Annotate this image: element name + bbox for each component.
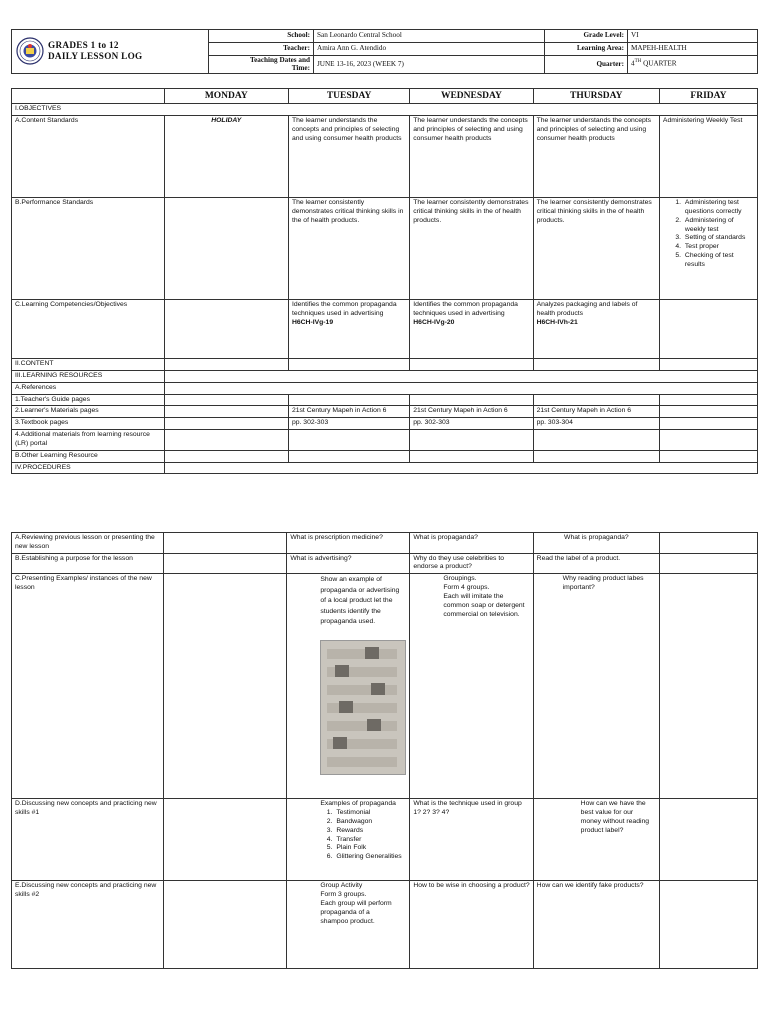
logo-cell — [12, 30, 209, 74]
learners-materials-label: 2.Learner's Materials pages — [12, 406, 165, 418]
performance-standards-label: B.Performance Standards — [12, 198, 165, 300]
competencies-thursday — [533, 300, 659, 359]
performance-standards-wednesday: The learner consistently demonstrates critical thinking skills in the of health products. — [410, 198, 533, 300]
area-label: Learning Area: — [545, 43, 628, 56]
day-header-friday: FRIDAY — [659, 89, 757, 104]
discussing2-tuesday — [287, 881, 410, 969]
dates-value: JUNE 13-16, 2023 (WEEK 7) — [314, 56, 545, 74]
competencies-tuesday-text: Identifies the common propaganda techniques used in advertising — [291, 301, 397, 317]
presenting-tuesday-text: Show an example of propaganda or advertising of a local product let the students identify the propaganda used. — [320, 576, 400, 626]
learners-materials-tuesday: 21st Century Mapeh in Action 6 — [288, 406, 409, 418]
competencies-wednesday-code: H6CH-IVg-20 — [413, 318, 455, 326]
performance-standards-thursday: The learner consistently demonstrates critical thinking skills in the of health products. — [533, 198, 659, 300]
dates-label-line1: Teaching Dates and — [249, 56, 310, 64]
dates-label — [209, 56, 314, 74]
presenting-wednesday — [410, 574, 533, 799]
content-standards-friday: Administering Weekly Test — [659, 116, 757, 198]
discussing1-thursday — [533, 799, 659, 881]
competencies-thursday-text: Analyzes packaging and labels of health products — [536, 301, 638, 317]
quarter-suffix: TH — [634, 59, 642, 65]
friday-task-item: 4. Test proper — [683, 243, 754, 252]
content-standards-tuesday: The learner understands the concepts and principles of selecting and using consumer health products — [288, 116, 409, 198]
procedures-table — [11, 532, 758, 969]
presenting-wednesday-line: Form 4 groups. — [443, 584, 490, 592]
discussing1-thursday-text: How can we have the best value for our money without reading product label? — [580, 800, 650, 834]
discussing2-label: E.Discussing new concepts and practicing new skills #2 — [12, 881, 164, 969]
presenting-thursday — [533, 574, 659, 799]
grade-value: VI — [628, 30, 758, 43]
school-label: School: — [209, 30, 314, 43]
header-table — [11, 29, 758, 74]
performance-standards-monday — [164, 198, 288, 300]
friday-task-item: 2. Administering of weekly test — [683, 217, 754, 235]
day-header-tuesday: TUESDAY — [288, 89, 409, 104]
content-standards-label: A.Content Standards — [12, 116, 165, 198]
purpose-label: B.Establishing a purpose for the lesson — [12, 553, 164, 574]
other-resource-label: B.Other Learning Resource — [12, 450, 165, 462]
competencies-label: C.Learning Competencies/Objectives — [12, 300, 165, 359]
reviewing-thursday: What is propaganda? — [533, 533, 659, 554]
presenting-label: C.Presenting Examples/ instances of the new lesson — [12, 574, 164, 799]
objectives-heading: I.OBJECTIVES — [12, 104, 758, 116]
quarter-number: 4 — [631, 59, 635, 68]
friday-task-item: 1. Administering test questions correctly — [683, 199, 754, 217]
propaganda-type-item: 4. Transfer — [334, 836, 406, 845]
procedures-heading: IV.PROCEDURES — [12, 462, 165, 474]
dates-label-line2: Time: — [291, 64, 310, 73]
performance-standards-friday — [659, 198, 757, 300]
content-standards-thursday: The learner understands the concepts and principles of selecting and using consumer health products — [533, 116, 659, 198]
presenting-wednesday-line: Each will imitate the common soap or detergent commercial on television. — [443, 592, 525, 618]
competencies-wednesday — [410, 300, 533, 359]
propaganda-type-item: 3. Rewards — [334, 827, 406, 836]
discussing2-tuesday-line: Form 3 groups. — [320, 891, 367, 899]
reviewing-wednesday: What is propaganda? — [410, 533, 533, 554]
propaganda-worksheet-photo — [320, 640, 406, 775]
quarter-value — [628, 56, 758, 74]
reviewing-label: A.Reviewing previous lesson or presenting the new lesson — [12, 533, 164, 554]
propaganda-type-item: 5. Plain Folk — [334, 844, 406, 853]
textbook-thursday: pp. 303-304 — [533, 418, 659, 430]
textbook-label: 3.Textbook pages — [12, 418, 165, 430]
log-title-line2: DAILY LESSON LOG — [48, 51, 143, 62]
discussing1-wednesday: What is the technique used in group 1? 2? 3? 4? — [410, 799, 533, 881]
propaganda-type-item: 2. Bandwagon — [334, 818, 406, 827]
area-value: MAPEH-HEALTH — [628, 43, 758, 56]
friday-task-item: 3. Setting of standards — [683, 234, 754, 243]
friday-task-item: 5. Checking of test results — [683, 252, 754, 270]
content-standards-monday: HOLIDAY — [164, 116, 288, 198]
discussing2-tuesday-line: Each group will perform propaganda of a shampoo product. — [320, 899, 392, 925]
learners-materials-thursday: 21st Century Mapeh in Action 6 — [533, 406, 659, 418]
purpose-tuesday: What is advertising? — [287, 553, 410, 574]
day-header-wednesday: WEDNESDAY — [410, 89, 533, 104]
teacher-value: Amira Ann G. Atendido — [314, 43, 545, 56]
competencies-friday — [659, 300, 757, 359]
log-title-line1: GRADES 1 to 12 — [48, 40, 119, 51]
purpose-thursday: Read the label of a product. — [533, 553, 659, 574]
school-value: San Leonardo Central School — [314, 30, 545, 43]
references-label: A.References — [12, 382, 165, 394]
propaganda-type-item: 1. Testimonial — [334, 809, 406, 818]
presenting-thursday-text: Why reading product labes important? — [562, 575, 644, 592]
quarter-label: Quarter: — [545, 56, 628, 74]
propaganda-examples-heading: Examples of propaganda — [320, 800, 396, 808]
reviewing-tuesday: What is prescription medicine? — [287, 533, 410, 554]
discussing1-tuesday — [287, 799, 410, 881]
lesson-log-table — [11, 88, 758, 474]
quarter-word: QUARTER — [643, 59, 677, 68]
competencies-thursday-code: H6CH-IVh-21 — [536, 318, 578, 326]
purpose-wednesday: Why do they use celebrities to endorse a product? — [410, 553, 533, 574]
competencies-tuesday — [288, 300, 409, 359]
content-standards-wednesday: The learner understands the concepts and principles of selecting and using consumer health products — [410, 116, 533, 198]
discussing2-wednesday: How to be wise in choosing a product? — [410, 881, 533, 969]
competencies-wednesday-text: Identifies the common propaganda techniques used in advertising — [413, 301, 518, 317]
discussing2-tuesday-line: Group Activity — [320, 882, 363, 890]
teacher-label: Teacher: — [209, 43, 314, 56]
teachers-guide-label: 1.Teacher's Guide pages — [12, 394, 165, 406]
grade-label: Grade Level: — [545, 30, 628, 43]
textbook-tuesday: pp. 302-303 — [288, 418, 409, 430]
learners-materials-wednesday: 21st Century Mapeh in Action 6 — [410, 406, 533, 418]
discussing2-thursday: How can we identify fake products? — [533, 881, 659, 969]
resources-heading: III.LEARNING RESOURCES — [12, 371, 165, 383]
presenting-tuesday — [287, 574, 410, 799]
performance-standards-tuesday: The learner consistently demonstrates critical thinking skills in the of health products. — [288, 198, 409, 300]
content-heading: II.CONTENT — [12, 359, 165, 371]
additional-materials-label: 4.Additional materials from learning resource (LR) portal — [12, 430, 165, 451]
day-header-thursday: THURSDAY — [533, 89, 659, 104]
corner-cell — [12, 89, 165, 104]
propaganda-type-item: 6. Glittering Generalities — [334, 853, 406, 862]
day-header-monday: MONDAY — [164, 89, 288, 104]
competencies-tuesday-code: H6CH-IVg-19 — [291, 318, 334, 326]
presenting-wednesday-line: Groupings. — [443, 575, 477, 583]
deped-seal-icon — [16, 37, 44, 65]
textbook-wednesday: pp. 302-303 — [410, 418, 533, 430]
discussing1-label: D.Discussing new concepts and practicing new skills #1 — [12, 799, 164, 881]
competencies-monday — [164, 300, 288, 359]
